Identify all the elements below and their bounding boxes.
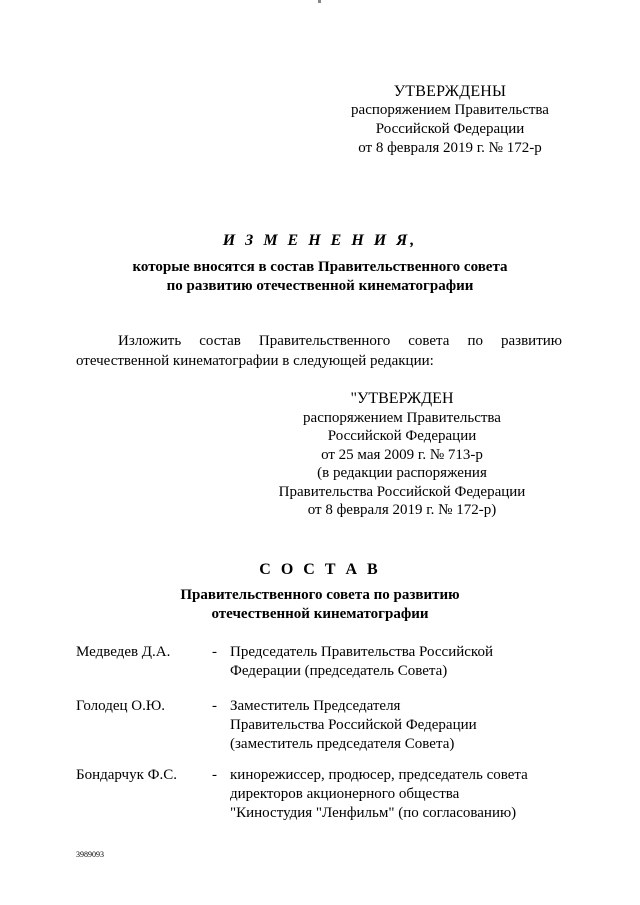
approval-heading: УТВЕРЖДЕНЫ [393,83,507,100]
quoted-approval-line: распоряжением Правительства [303,409,501,426]
changes-subtitle [100,258,540,296]
member-dash: - [212,644,217,660]
approval-line: от 8 февраля 2019 г. № 172-р [358,140,542,156]
body-word: совета [408,333,450,349]
document-number: 3989093 [76,850,104,859]
member-role [230,643,550,681]
member-role [230,697,550,754]
changes-subtitle-line: по развитию отечественной кинематографии [166,278,474,294]
body-word: состав [199,333,241,349]
quoted-approval-line: от 8 февраля 2019 г. № 172-р) [307,502,497,518]
member-name: Медведев Д.А. [76,644,171,660]
member-role-line: (заместитель председателя Совета) [230,736,455,752]
member-dash: - [212,698,217,714]
quoted-approval-block [272,390,532,520]
quoted-approval-line: (в редакции распоряжения [317,465,487,481]
quoted-approval-line: Правительства Российской Федерации [278,483,526,500]
composition-subtitle-line: Правительственного совета по развитию [180,587,460,603]
approval-line: Российской Федерации [375,121,525,137]
quoted-approval-heading: "УТВЕРЖДЕН [350,390,454,407]
body-word: Изложить [118,333,182,349]
quoted-approval-line: Российской Федерации [327,428,477,444]
approval-block [330,82,570,158]
member-role [230,766,550,823]
member-name: Голодец О.Ю. [76,698,166,714]
approval-line: распоряжением Правительства [351,102,549,118]
member-role-line: Федерации (председатель Совета) [230,663,448,679]
member-role-line: кинорежиссер, продюсер, председатель совета [230,767,528,783]
composition-subtitle-line: отечественной кинематографии [211,606,429,622]
changes-title: И З М Е Н Е Н И Я, [222,232,418,249]
quoted-approval-line: от 25 мая 2009 г. № 713-р [321,446,483,463]
member-dash: - [212,767,217,783]
composition-title: С О С Т А В [259,561,381,578]
member-role-line: Правительства Российской Федерации [230,717,477,733]
body-paragraph [76,331,562,371]
member-role-line: Заместитель Председателя [230,698,401,714]
member-name: Бондарчук Ф.С. [76,767,177,783]
body-word: развитию [501,333,562,349]
composition-subtitle [120,586,520,624]
member-role-line: "Киностудия "Ленфильм" (по согласованию) [230,805,517,821]
body-paragraph-line: отечественной кинематографии в следующей редакции: [76,353,434,369]
scan-mark [318,0,321,3]
body-paragraph-line [76,331,562,351]
body-word: Правительственного [258,333,391,349]
changes-subtitle-line: которые вносятся в состав Правительственного совета [132,259,508,275]
member-role-line: Председатель Правительства Российской [230,644,493,660]
member-role-line: директоров акционерного общества [230,786,460,802]
body-word: по [467,333,483,349]
